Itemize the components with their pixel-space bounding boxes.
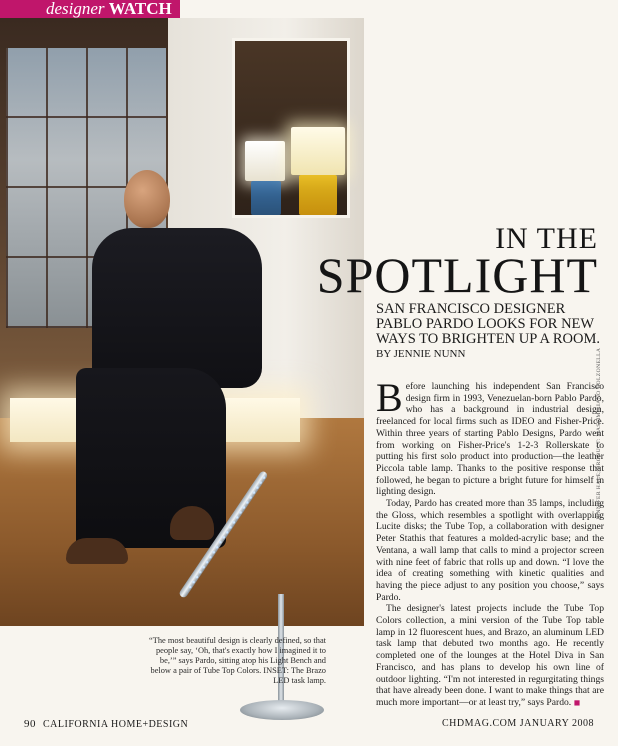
tube-top-lamp-yellow: [291, 127, 345, 175]
badge-italic: designer: [46, 0, 105, 18]
page-number: 90: [24, 718, 36, 730]
article-paragraph: Today, Pardo has created more than 35 lamps, including the Gloss, which resembles a spotlight with overlapping Lucite disks; the Tube Top, a collaboration with designer Peter Stathis that features a molded-acrylic base; and the Ventana, a wall lamp that calls to mind a projector screen with nine feet of fabric that rolls up and down. “I love the idea of creating something with kinetic qualities and having the piece adjust to any position you choose,” says Pardo.: [376, 498, 604, 603]
portrait-photo: [0, 18, 364, 626]
headline-line1: IN THE: [495, 222, 598, 255]
tube-top-lamp-yellow-base: [299, 175, 337, 215]
article-body: [376, 375, 604, 709]
byline: [376, 348, 465, 360]
paragraph-text: The designer's latest projects include the Tube Top Colors collection, a mini version of the Tube Top table lamp in 12 fluorescent hues, and Brazo, an aluminum LED task lamp that debuted two months ago. He recently completed one of the lounges at the Hotel Diva in San Francisco, and has plans to develop his own line of outdoor lighting. “I'm not interested in regurgitating things that have already been done. I want to make things that are much more important—or at least try,” says Pardo.: [376, 603, 604, 708]
dropcap: B: [376, 375, 403, 420]
tube-top-lamp-blue-base: [251, 181, 281, 215]
publication-name: CALIFORNIA HOME+DESIGN: [43, 719, 189, 730]
tube-top-lamp-white: [245, 141, 285, 181]
byline-prefix: BY: [376, 348, 391, 360]
subject-shoe-left: [66, 538, 128, 564]
photo-credit: JENNIFER HALE; PRODUCT: MASSIMILIANO BOLZONELLA: [596, 347, 602, 520]
article-paragraph: [376, 603, 604, 708]
wall-niche: [232, 38, 350, 218]
deck: SAN FRANCISCO DESIGNER PABLO PARDO LOOKS FOR NEW WAYS TO BRIGHTEN UP A ROOM.: [376, 301, 600, 347]
led-task-lamp-base: [240, 700, 324, 720]
article-paragraph: [376, 375, 604, 498]
section-badge: [0, 0, 180, 18]
folio-left: [24, 718, 188, 730]
end-mark-icon: ◼: [573, 697, 581, 707]
subject-jacket: [92, 228, 262, 388]
headline-line2: SPOTLIGHT: [316, 247, 598, 303]
badge-bold: WATCH: [108, 0, 172, 18]
folio-right: CHDMAG.COM JANUARY 2008: [442, 718, 594, 729]
subject-head: [124, 170, 170, 228]
photo-caption: “The most beautiful design is clearly defined, so that people say, ‘Oh, that's exactly how I imagined it to be,’” says Pardo, sitting atop his Light Bench and below a pair of Tube Top Colors. INSET: The Brazo LED task lamp.: [149, 636, 326, 685]
byline-author: JENNIE NUNN: [393, 348, 466, 360]
paragraph-text: efore launching his independent San Francisco design firm in 1993, Venezuelan-born Pablo Pardo, who has a background in industrial design, freelanced for local firms such as IDEO and Fisher-Price. Within three years of starting Pablo Designs, Pardo went from working on Fisher-Price's 1-2-3 Rollerskate to putting his first solo product into production—the leather Piccola table lamp. Thanks to the positive response that followed, he began to picture a bright future for himself in lighting design.: [376, 381, 604, 498]
